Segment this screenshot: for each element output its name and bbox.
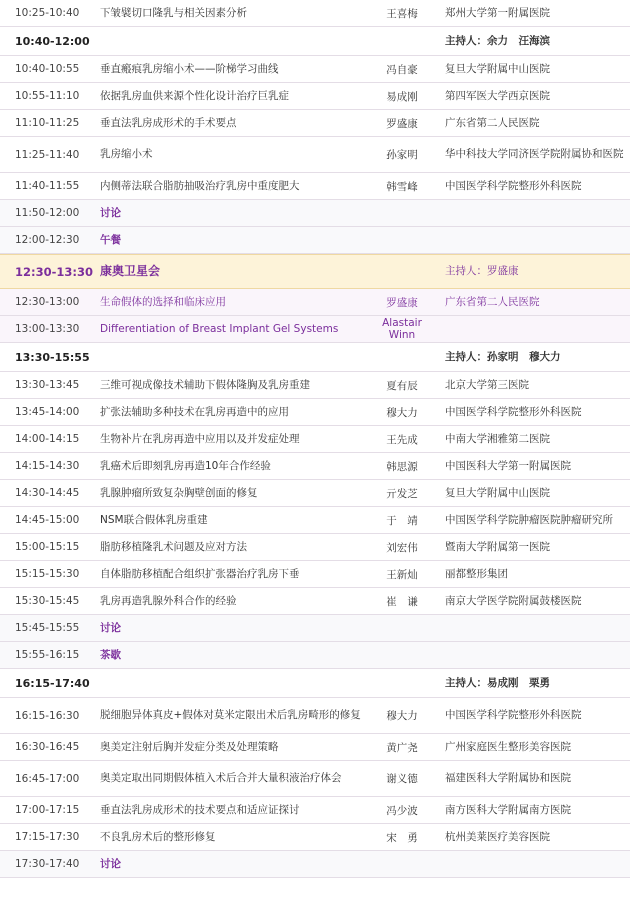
talk-row [0, 0, 630, 27]
talk-organization: 中国医学科学院肿瘤医院肿瘤研究所 [445, 513, 613, 526]
talk-organization: 复旦大学附属中山医院 [445, 486, 550, 499]
talk-organization: 中国医学科学院整形外科医院 [445, 405, 582, 418]
talk-speaker: 罗盛康 [386, 117, 418, 130]
talk-organization: 广州家庭医生整形美容医院 [445, 740, 571, 753]
talk-row [0, 137, 630, 173]
talk-row [0, 372, 630, 399]
talk-topic: 乳腺肿瘤所致复杂胸壁创面的修复 [100, 486, 258, 499]
talk-speaker: 崔 谦 [386, 595, 418, 608]
break-row [0, 642, 630, 669]
talk-topic: 垂直法乳房成形术的手术要点 [100, 116, 237, 129]
talk-organization: 暨南大学附属第一医院 [445, 540, 550, 553]
satellite-session-row [0, 254, 630, 289]
talk-topic: NSM联合假体乳房重建 [100, 513, 208, 526]
session-chair: 主持人：孙家明 穆大力 [445, 350, 561, 363]
talk-topic: Differentiation of Breast Implant Gel Systems [100, 322, 339, 335]
talk-organization: 福建医科大学附属协和医院 [445, 772, 571, 785]
talk-row [0, 480, 630, 507]
talk-organization: 第四军医大学西京医院 [445, 89, 550, 102]
talk-row [0, 83, 630, 110]
talk-speaker: 黄广尧 [386, 741, 418, 754]
talk-organization: 丽都整形集团 [445, 567, 508, 580]
talk-topic: 乳癌术后即刻乳房再造10年合作经验 [100, 459, 271, 472]
break-label: 午餐 [100, 233, 121, 246]
talk-row [0, 399, 630, 426]
talk-speaker: 王先成 [386, 433, 418, 446]
talk-time: 14:30-14:45 [15, 487, 80, 499]
satellite-title: 康奥卫星会 [100, 264, 161, 279]
row-time: 11:50-12:00 [15, 207, 80, 219]
break-row [0, 200, 630, 227]
talk-topic: 扩张法辅助多种技术在乳房再造中的应用 [100, 405, 289, 418]
talk-topic: 不良乳房术后的整形修复 [100, 830, 216, 843]
break-row [0, 615, 630, 642]
talk-row [0, 588, 630, 615]
talk-speaker: 亓发芝 [386, 487, 418, 500]
session-header-row [0, 343, 630, 372]
talk-speaker: 易成刚 [386, 90, 418, 103]
talk-organization: 中国医科大学第一附属医院 [445, 459, 571, 472]
talk-row [0, 561, 630, 588]
session-header-row [0, 669, 630, 698]
talk-row [0, 824, 630, 851]
row-time: 12:00-12:30 [15, 234, 80, 246]
talk-organization: 广东省第二人民医院 [445, 295, 540, 308]
talk-organization: 中南大学湘雅第二医院 [445, 432, 550, 445]
talk-topic: 三维可视成像技术辅助下假体隆胸及乳房重建 [100, 378, 310, 391]
talk-speaker: 谢义德 [386, 773, 418, 785]
talk-time: 10:40-10:55 [15, 63, 80, 75]
talk-time: 12:30-13:00 [15, 296, 80, 308]
talk-speaker: 王喜梅 [386, 7, 418, 20]
talk-speaker: 宋 勇 [386, 831, 418, 844]
talk-row [0, 761, 630, 797]
talk-time: 11:10-11:25 [15, 117, 80, 129]
talk-topic: 脂肪移植隆乳术问题及应对方法 [100, 540, 247, 553]
talk-speaker: 冯自豪 [386, 63, 418, 76]
talk-row [0, 426, 630, 453]
talk-topic: 下皱襞切口隆乳与相关因素分析 [100, 6, 247, 19]
session-time: 10:40-12:00 [15, 34, 90, 48]
session-chair: 主持人：易成刚 栗勇 [445, 676, 550, 689]
talk-time: 16:45-17:00 [15, 772, 80, 785]
talk-time: 13:00-13:30 [15, 323, 80, 335]
talk-speaker: 穆大力 [386, 710, 418, 722]
talk-time: 16:30-16:45 [15, 741, 80, 753]
talk-speaker: 冯少波 [386, 804, 418, 817]
talk-topic: 内侧蒂法联合脂肪抽吸治疗乳房中重度肥大 [100, 179, 300, 192]
break-row [0, 851, 630, 878]
talk-time: 13:30-13:45 [15, 379, 80, 391]
talk-topic: 自体脂肪移植配合组织扩张器治疗乳房下垂 [100, 567, 300, 580]
talk-organization: 广东省第二人民医院 [445, 116, 540, 129]
talk-time: 11:25-11:40 [15, 148, 80, 161]
talk-topic: 奥美定注射后胸并发症分类及处理策略 [100, 740, 279, 753]
talk-row [0, 698, 630, 734]
break-label: 茶歇 [100, 648, 121, 661]
talk-row [0, 534, 630, 561]
talk-speaker: 王新灿 [386, 568, 418, 581]
talk-row [0, 110, 630, 137]
talk-organization: 杭州美莱医疗美容医院 [445, 830, 550, 843]
talk-speaker: 韩雪峰 [386, 180, 418, 193]
row-time: 15:45-15:55 [15, 622, 80, 634]
talk-row [0, 797, 630, 824]
talk-speaker: Alastair Winn [382, 317, 422, 341]
talk-row [0, 507, 630, 534]
talk-time: 14:45-15:00 [15, 514, 80, 526]
talk-time: 13:45-14:00 [15, 406, 80, 418]
talk-time: 15:30-15:45 [15, 595, 80, 607]
talk-row [0, 453, 630, 480]
talk-time: 10:55-11:10 [15, 90, 80, 102]
talk-topic: 生物补片在乳房再造中应用以及并发症处理 [100, 432, 300, 445]
talk-speaker: 夏有辰 [386, 379, 418, 392]
talk-time: 17:00-17:15 [15, 804, 80, 816]
talk-time: 11:40-11:55 [15, 180, 80, 192]
talk-topic: 脱细胞异体真皮+假体对莫米定限出术后乳房畸形的修复 [100, 709, 361, 722]
talk-topic: 乳房缩小术 [100, 148, 153, 161]
talk-speaker: 于 靖 [386, 514, 418, 527]
satellite-time: 12:30-13:30 [15, 264, 93, 279]
talk-speaker: 孙家明 [386, 149, 418, 161]
break-row [0, 227, 630, 254]
satellite-chair: 主持人：罗盛康 [445, 265, 519, 278]
talk-speaker: 穆大力 [386, 406, 418, 419]
session-time: 16:15-17:40 [15, 676, 90, 690]
talk-speaker: 罗盛康 [386, 296, 418, 309]
break-label: 讨论 [100, 857, 121, 870]
talk-topic: 生命假体的选择和临床应用 [100, 295, 226, 308]
break-label: 讨论 [100, 206, 121, 219]
session-header-row [0, 27, 630, 56]
talk-time: 10:25-10:40 [15, 7, 80, 19]
talk-topic: 乳房再造乳腺外科合作的经验 [100, 594, 237, 607]
talk-row [0, 173, 630, 200]
talk-row [0, 56, 630, 83]
talk-time: 14:15-14:30 [15, 460, 80, 472]
talk-organization: 郑州大学第一附属医院 [445, 6, 550, 19]
talk-topic: 依据乳房血供来源个性化设计治疗巨乳症 [100, 89, 289, 102]
talk-row [0, 734, 630, 761]
talk-row [0, 289, 630, 316]
talk-organization: 南方医科大学附属南方医院 [445, 803, 571, 816]
talk-time: 15:15-15:30 [15, 568, 80, 580]
talk-organization: 中国医学科学院整形外科医院 [445, 179, 582, 192]
session-time: 13:30-15:55 [15, 350, 90, 364]
talk-speaker: 韩思源 [386, 460, 418, 473]
talk-organization: 南京大学医学院附属鼓楼医院 [445, 594, 582, 607]
talk-time: 15:00-15:15 [15, 541, 80, 553]
talk-topic: 垂直瘢痕乳房缩小术——阶梯学习曲线 [100, 62, 279, 75]
session-chair: 主持人：余力 汪海滨 [445, 34, 550, 47]
row-time: 15:55-16:15 [15, 649, 80, 661]
talk-organization: 华中科技大学同济医学院附属协和医院 [445, 148, 624, 161]
talk-organization: 北京大学第三医院 [445, 378, 529, 391]
row-time: 17:30-17:40 [15, 858, 80, 870]
talk-time: 16:15-16:30 [15, 709, 80, 722]
talk-topic: 垂直法乳房成形术的技术要点和适应证探讨 [100, 803, 300, 816]
talk-organization: 中国医学科学院整形外科医院 [445, 709, 582, 722]
talk-organization: 复旦大学附属中山医院 [445, 62, 550, 75]
talk-row [0, 316, 630, 343]
break-label: 讨论 [100, 621, 121, 634]
talk-topic: 奥美定取出同期假体植入术后合并大量积液治疗体会 [100, 772, 342, 785]
talk-time: 17:15-17:30 [15, 831, 80, 843]
talk-speaker: 刘宏伟 [386, 541, 418, 554]
talk-time: 14:00-14:15 [15, 433, 80, 445]
